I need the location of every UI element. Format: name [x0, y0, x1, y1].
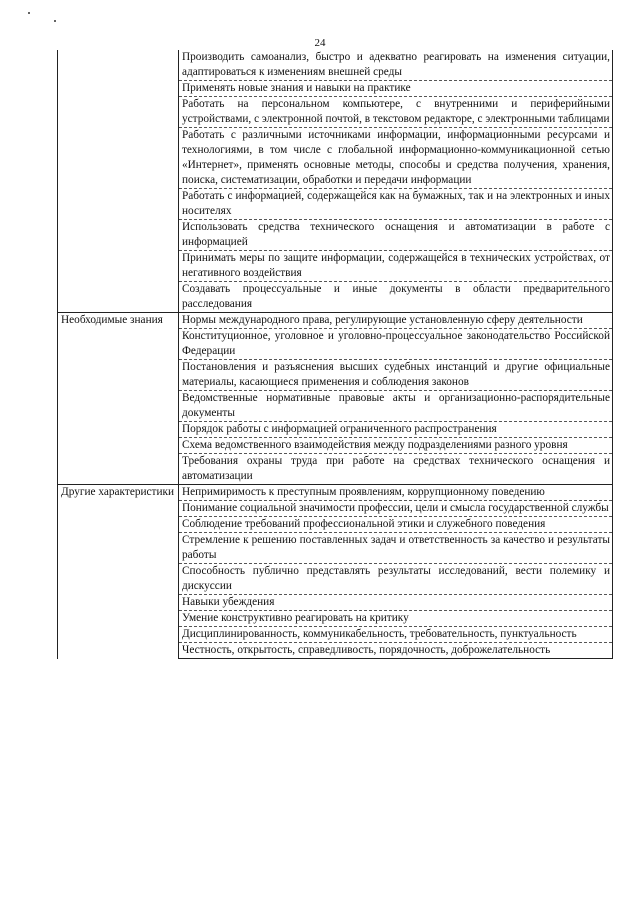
requirement-item: Нормы международного права, регулирующие установленную сферу деятельности — [179, 313, 613, 329]
requirement-item: Применять новые знания и навыки на практике — [179, 81, 613, 97]
requirement-item: Навыки убеждения — [179, 595, 613, 611]
requirement-item: Ведомственные нормативные правовые акты и организационно-распорядительные документы — [179, 391, 613, 422]
requirement-item: Конституционное, уголовное и уголовно-процессуальное законодательство Российской Федерации — [179, 329, 613, 360]
requirements-table — [57, 50, 613, 659]
requirement-item: Понимание социальной значимости профессии, цели и смысла государственной службы — [179, 501, 613, 517]
category-cell: Другие характеристики — [58, 485, 179, 659]
requirement-item: Способность публично представлять результаты исследований, вести полемику и дискуссии — [179, 564, 613, 595]
requirement-item: Дисциплинированность, коммуникабельность, требовательность, пунктуальность — [179, 627, 613, 643]
requirement-item: Непримиримость к преступным проявлениям, коррупционному поведению — [179, 485, 613, 501]
requirement-item: Умение конструктивно реагировать на критику — [179, 611, 613, 627]
category-cell — [58, 50, 179, 313]
requirement-item: Порядок работы с информацией ограниченного распространения — [179, 422, 613, 438]
requirement-item: Честность, открытость, справедливость, порядочность, доброжелательность — [179, 643, 613, 659]
requirement-item: Принимать меры по защите информации, содержащейся в технических устройствах, от негативного воздействия — [179, 251, 613, 282]
scan-artifact-dot — [28, 12, 30, 14]
requirement-item: Требования охраны труда при работе на средствах технического оснащения и автоматизации — [179, 454, 613, 485]
scan-artifact-dot — [54, 20, 56, 22]
requirement-item: Использовать средства технического оснащения и автоматизации в работе с информацией — [179, 220, 613, 251]
table-row — [58, 313, 613, 329]
category-cell: Необходимые знания — [58, 313, 179, 485]
requirement-item: Создавать процессуальные и иные документы в области предварительного расследования — [179, 282, 613, 313]
requirement-item: Постановления и разъяснения высших судебных инстанций и другие официальные материалы, касающиеся применения и соблюдения законов — [179, 360, 613, 391]
page-number: 24 — [314, 37, 326, 49]
requirement-item: Схема ведомственного взаимодействия между подразделениями разного уровня — [179, 438, 613, 454]
requirement-item: Соблюдение требований профессиональной этики и служебного поведения — [179, 517, 613, 533]
requirements-table-body — [58, 50, 613, 659]
requirement-item: Работать с информацией, содержащейся как на бумажных, так и на электронных и иных носителях — [179, 189, 613, 220]
requirement-item: Работать с различными источниками информации, информационными ресурсами и технологиями, в том числе с глобальной информационно-коммуникационной сетью «Интернет», применять основные методы, способы и средства получения, хранения, поиска, систематизации, обработки и передачи информации — [179, 128, 613, 189]
requirement-item: Стремление к решению поставленных задач и ответственность за качество и результаты работы — [179, 533, 613, 564]
table-row — [58, 485, 613, 501]
requirement-item: Работать на персональном компьютере, с внутренними и периферийными устройствами, с электронной почтой, в текстовом редакторе, с электронными таблицами — [179, 97, 613, 128]
table-row — [58, 50, 613, 81]
requirement-item: Производить самоанализ, быстро и адекватно реагировать на изменения ситуации, адаптироваться к изменениям внешней среды — [179, 50, 613, 81]
